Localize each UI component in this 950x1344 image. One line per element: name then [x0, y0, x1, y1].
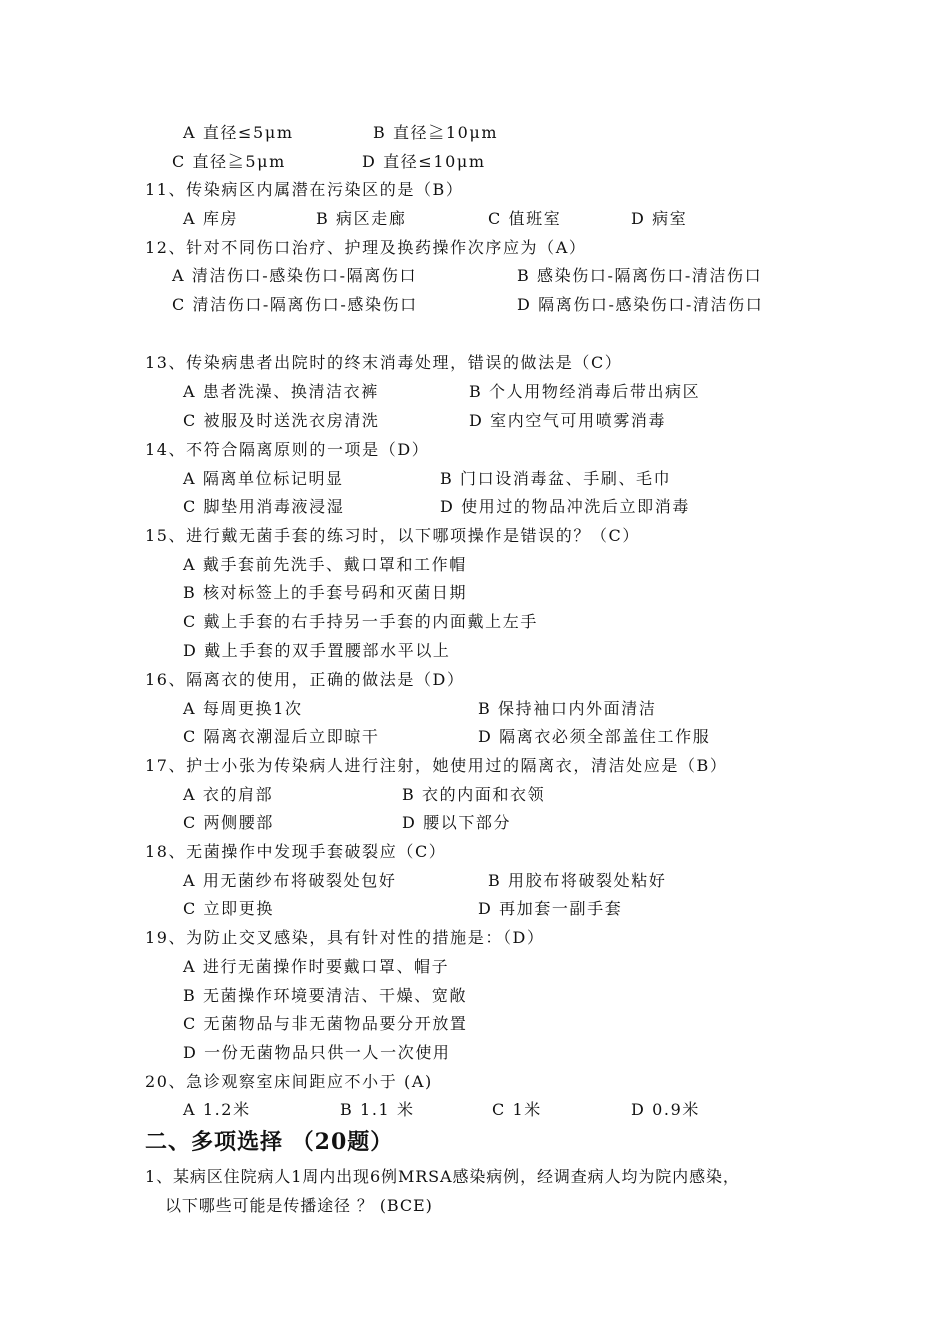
question-stem: 19、为防止交叉感染，具有针对性的措施是：（D）	[145, 928, 545, 947]
option-a: A 每周更换1次	[183, 699, 303, 718]
option-d: D 再加套一副手套	[478, 899, 623, 918]
option-c: C 无菌物品与非无菌物品要分开放置	[183, 1014, 468, 1033]
option-c: C 戴上手套的右手持另一手套的内面戴上左手	[183, 612, 538, 631]
option-c: C 清洁伤口-隔离伤口-感染伤口	[172, 295, 418, 314]
q10-option-c: C 直径≧5μm	[172, 152, 286, 171]
option-b: B 个人用物经消毒后带出病区	[469, 382, 701, 401]
option-d: D 隔离衣必须全部盖住工作服	[478, 727, 711, 746]
option-b: B 核对标签上的手套号码和灭菌日期	[183, 583, 468, 602]
option-a: A 1.2米	[183, 1100, 251, 1119]
option-c: C 1米	[492, 1100, 542, 1119]
question-stem: 12、针对不同伤口治疗、护理及换药操作次序应为（A）	[145, 238, 587, 257]
section-heading: 二、多项选择 （20题）	[145, 1129, 394, 1155]
option-b: B 1.1 米	[340, 1100, 415, 1119]
option-d: D 0.9米	[631, 1100, 700, 1119]
option-c: C 值班室	[488, 209, 562, 228]
question-stem: 1、某病区住院病人1周内出现6例MRSA感染病例，经调查病人均为院内感染，	[145, 1167, 740, 1186]
option-d: D 使用过的物品冲洗后立即消毒	[440, 497, 690, 516]
question-stem: 13、传染病患者出院时的终末消毒处理，错误的做法是（C）	[145, 353, 623, 372]
question-stem: 14、不符合隔离原则的一项是（D）	[145, 440, 430, 459]
option-a: A 用无菌纱布将破裂处包好	[183, 871, 397, 890]
option-c: C 立即更换	[183, 899, 274, 918]
option-a: A 隔离单位标记明显	[183, 469, 344, 488]
question-stem: 20、急诊观察室床间距应不小于 (A)	[145, 1072, 433, 1091]
option-d: D 病室	[631, 209, 688, 228]
option-d: D 室内空气可用喷雾消毒	[469, 411, 667, 430]
option-d: D 戴上手套的双手置腰部水平以上	[183, 641, 451, 660]
option-a: A 患者洗澡、换清洁衣裤	[183, 382, 379, 401]
q10-option-b: B 直径≧10μm	[373, 123, 499, 142]
option-b: B 无菌操作环境要清洁、干燥、宽敞	[183, 986, 468, 1005]
option-b: B 用胶布将破裂处粘好	[488, 871, 667, 890]
option-b: B 保持袖口内外面清洁	[478, 699, 657, 718]
option-c: C 脚垫用消毒液浸湿	[183, 497, 345, 516]
question-stem: 18、无菌操作中发现手套破裂应（C）	[145, 842, 447, 861]
option-a: A 清洁伤口-感染伤口-隔离伤口	[172, 266, 418, 285]
option-b: B 门口设消毒盆、手刷、毛巾	[440, 469, 672, 488]
option-d: D 隔离伤口-感染伤口-清洁伤口	[517, 295, 764, 314]
option-c: C 被服及时送洗衣房清洗	[183, 411, 380, 430]
option-a: A 库房	[183, 209, 239, 228]
q10-option-d: D 直径≤10μm	[362, 152, 486, 171]
question-stem: 16、隔离衣的使用，正确的做法是（D）	[145, 670, 465, 689]
option-c: C 隔离衣潮湿后立即晾干	[183, 727, 380, 746]
option-a: A 衣的肩部	[183, 785, 274, 804]
question-stem: 11、传染病区内属潜在污染区的是（B）	[145, 180, 464, 199]
question-stem: 15、进行戴无菌手套的练习时，以下哪项操作是错误的？（C）	[145, 526, 641, 545]
option-b: B 衣的内面和衣领	[402, 785, 546, 804]
option-c: C 两侧腰部	[183, 813, 274, 832]
option-b: B 感染伤口-隔离伤口-清洁伤口	[517, 266, 763, 285]
question-stem-continued: 以下哪些可能是传播途径 ？ (BCE)	[165, 1196, 433, 1215]
option-b: B 病区走廊	[316, 209, 407, 228]
option-d: D 腰以下部分	[402, 813, 512, 832]
option-a: A 进行无菌操作时要戴口罩、帽子	[183, 957, 450, 976]
option-d: D 一份无菌物品只供一人一次使用	[183, 1043, 451, 1062]
q10-option-a: A 直径≤5μm	[183, 123, 294, 142]
option-a: A 戴手套前先洗手、戴口罩和工作帽	[183, 555, 467, 574]
question-stem: 17、护士小张为传染病人进行注射，她使用过的隔离衣，清洁处应是（B）	[145, 756, 728, 775]
